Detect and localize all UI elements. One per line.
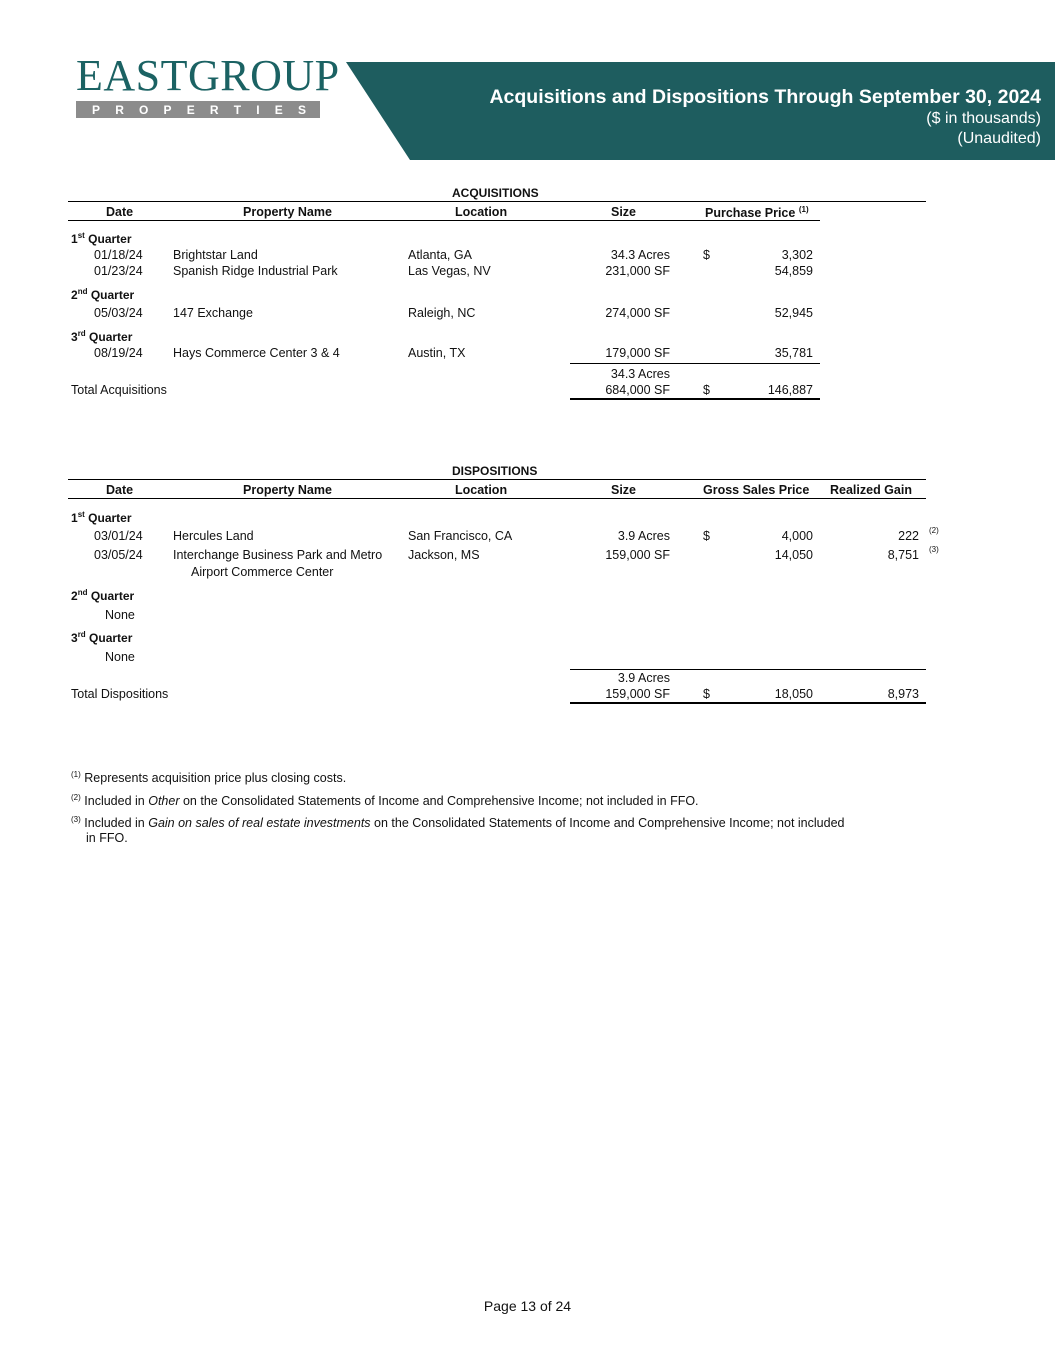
page-title: Acquisitions and Dispositions Through September 30, 2024 (489, 86, 1041, 108)
row-size: 159,000 SF (605, 548, 670, 562)
logo-letter: E (274, 102, 283, 117)
row-property: Brightstar Land (173, 248, 258, 262)
col-header-gross-sales-price: Gross Sales Price (703, 483, 810, 497)
row-price: 35,781 (774, 346, 813, 360)
quarter-label: 2nd Quarter (71, 287, 135, 302)
row-property: Hercules Land (173, 529, 254, 543)
row-price: 3,302 (781, 248, 813, 262)
logo-letter: O (139, 102, 149, 117)
row-location: Atlanta, GA (408, 248, 472, 262)
col-header-location: Location (455, 205, 508, 219)
footnote-ref: (2) (929, 526, 939, 535)
page-subtitle-audit: (Unaudited) (957, 130, 1041, 147)
col-header-realized-gain: Realized Gain (830, 483, 912, 497)
header-label: Purchase Price (705, 206, 796, 221)
row-property-cont: Airport Commerce Center (191, 565, 334, 579)
row-property: Hays Commerce Center 3 & 4 (173, 346, 340, 360)
total-price: 146,887 (767, 383, 813, 397)
footnote: $^{(1)}$ Represents acquisition price plus closing costs. (71, 770, 347, 786)
row-date: 01/18/24 (94, 248, 143, 262)
row-size: 179,000 SF (605, 346, 670, 360)
row-dollar: $ (703, 248, 710, 262)
row-property: 147 Exchange (173, 306, 253, 320)
footnote-ref: (1) (798, 205, 809, 214)
total-acquisitions-label: Total Acquisitions (71, 383, 167, 397)
logo-letter: R (115, 102, 124, 117)
row-size: 3.9 Acres (617, 529, 670, 543)
total-size-sf: 684,000 SF (605, 383, 670, 397)
row-size: 34.3 Acres (610, 248, 670, 262)
row-property: Interchange Business Park and Metro (173, 548, 383, 562)
total-price: 18,050 (774, 687, 813, 701)
quarter-label: 1st Quarter (71, 510, 132, 525)
col-header-property: Property Name (243, 483, 332, 497)
total-dispositions-label: Total Dispositions (71, 687, 169, 701)
total-gain: 8,973 (887, 687, 919, 701)
total-size-acres: 3.9 Acres (617, 671, 670, 685)
quarter-label: 1st Quarter (71, 231, 132, 246)
col-header-date: Date (106, 205, 134, 219)
row-property: Spanish Ridge Industrial Park (173, 264, 338, 278)
total-dollar: $ (703, 687, 710, 701)
row-price: 14,050 (774, 548, 813, 562)
row-price: 4,000 (781, 529, 813, 543)
divider (570, 702, 926, 704)
logo-wordmark: EASTGROUP (76, 51, 340, 100)
footnote-cont: in FFO. (86, 831, 128, 845)
logo-letter: R (209, 102, 219, 117)
row-date: 08/19/24 (94, 346, 143, 360)
row-size: 274,000 SF (605, 306, 670, 320)
row-date: 03/05/24 (94, 548, 143, 562)
total-size-sf: 159,000 SF (605, 687, 670, 701)
divider (570, 669, 926, 670)
divider (68, 220, 820, 221)
row-price: 54,859 (774, 264, 813, 278)
logo-subbar (76, 101, 320, 118)
divider (570, 398, 820, 400)
none-label: None (105, 650, 135, 664)
col-header-location: Location (455, 483, 508, 497)
row-date: 05/03/24 (94, 306, 143, 320)
col-header-size: Size (611, 483, 637, 497)
row-price: 52,945 (774, 306, 813, 320)
row-gain: 222 (898, 529, 919, 543)
col-header-date: Date (106, 483, 134, 497)
company-logo (76, 51, 340, 100)
row-location: San Francisco, CA (408, 529, 513, 543)
footnote: $^{(3)}$ Included in Gain on sales of real estate investments on the Consolidated Statements of Income and Comprehensive Income; not included (71, 815, 845, 831)
quarter-label: 2nd Quarter (71, 588, 135, 603)
acquisitions-title: ACQUISITIONS (452, 186, 539, 200)
divider (68, 201, 926, 202)
row-gain: 8,751 (887, 548, 919, 562)
row-date: 03/01/24 (94, 529, 143, 543)
logo-letter: S (297, 102, 306, 117)
logo-letter: T (233, 102, 242, 117)
logo-letter: I (256, 102, 260, 117)
quarter-label: 3rd Quarter (71, 329, 133, 344)
row-size: 231,000 SF (605, 264, 670, 278)
logo-letter: P (163, 102, 172, 117)
logo-letter: P (92, 102, 101, 117)
row-date: 01/23/24 (94, 264, 143, 278)
footnote-ref: (3) (929, 545, 939, 554)
logo-letter: E (186, 102, 195, 117)
footnote: $^{(2)}$ Included in Other on the Consolidated Statements of Income and Comprehensive Income; not included in FFO. (71, 793, 699, 809)
row-location: Jackson, MS (408, 548, 480, 562)
col-header-size: Size (611, 205, 637, 219)
col-header-purchase-price (705, 205, 809, 220)
row-location: Las Vegas, NV (408, 264, 491, 278)
divider (68, 479, 926, 480)
none-label: None (105, 608, 135, 622)
total-size-acres: 34.3 Acres (610, 367, 670, 381)
page-subtitle-units: ($ in thousands) (926, 110, 1041, 127)
total-dollar: $ (703, 383, 710, 397)
divider (570, 363, 820, 364)
dispositions-title: DISPOSITIONS (452, 464, 538, 478)
page-number: Page 13 of 24 (483, 1298, 572, 1314)
col-header-property: Property Name (243, 205, 332, 219)
row-location: Raleigh, NC (408, 306, 476, 320)
divider (68, 498, 926, 499)
quarter-label: 3rd Quarter (71, 630, 133, 645)
row-dollar: $ (703, 529, 710, 543)
row-location: Austin, TX (408, 346, 466, 360)
